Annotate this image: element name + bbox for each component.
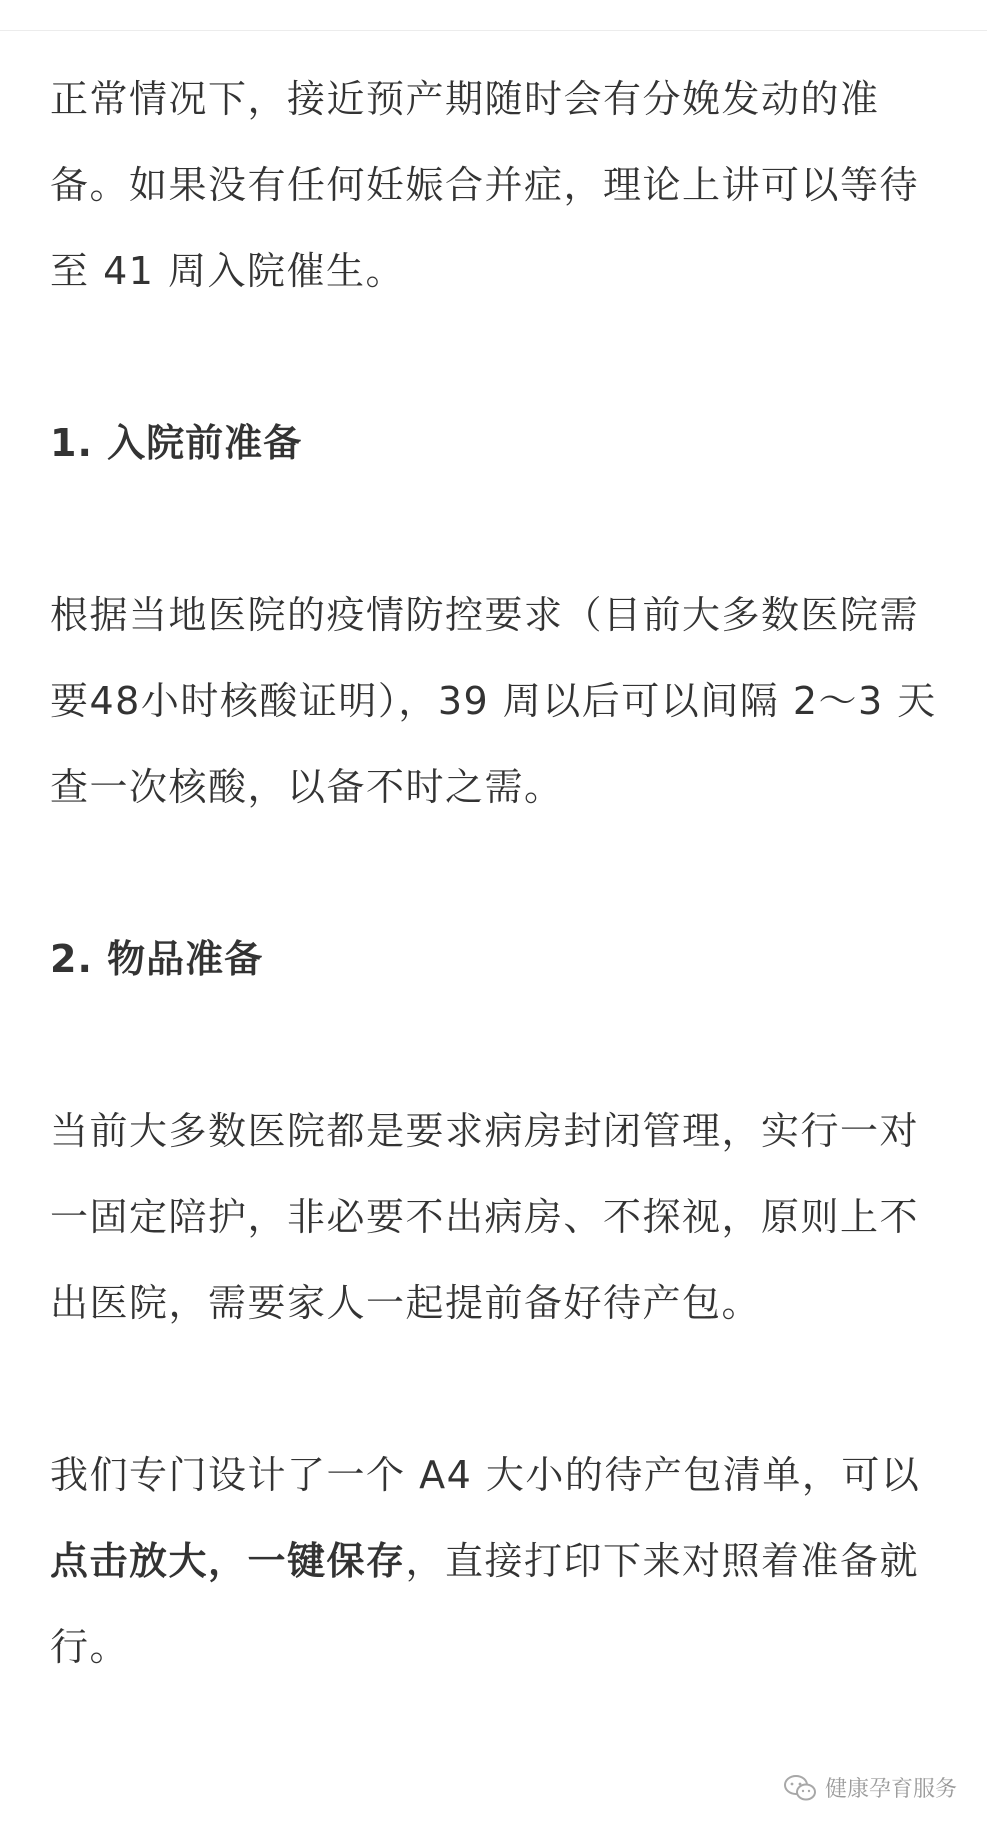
- watermark-text: 健康孕育服务: [824, 1777, 957, 1802]
- paragraph-spacer: [50, 314, 950, 400]
- paragraph-spacer: [50, 1002, 950, 1088]
- paragraph-spacer: [50, 830, 950, 916]
- article-body: [50, 56, 950, 1690]
- watermark: [783, 1772, 957, 1803]
- top-divider: [0, 0, 987, 31]
- paragraph-due-date: 正常情况下，接近预产期随时会有分娩发动的准备。如果没有任何妊娠合并症，理论上讲可以等待至 41 周入院催生。: [50, 77, 920, 293]
- paragraph-checklist: [50, 1432, 950, 1690]
- paragraph-ward-management: 当前大多数医院都是要求病房封闭管理，实行一对一固定陪护，非必要不出病房、不探视，原则上不出医院，需要家人一起提前备好待产包。: [50, 1109, 920, 1325]
- heading-admission-prep: 1. 入院前准备: [50, 421, 303, 465]
- paragraph-spacer: [50, 486, 950, 572]
- paragraph-covid-test: 根据当地医院的疫情防控要求（目前大多数医院需要48小时核酸证明），39 周以后可以间隔 2～3 天查一次核酸，以备不时之需。: [50, 593, 937, 809]
- heading-items-prep: 2. 物品准备: [50, 937, 264, 981]
- paragraph-spacer: [50, 1346, 950, 1432]
- checklist-highlight: 点击放大，一键保存: [50, 1539, 406, 1583]
- checklist-text-end: ，直接打印下来对照着准备就行。: [50, 1539, 920, 1669]
- checklist-text-start: 我们专门设计了一个 A4 大小的待产包清单，可以: [50, 1453, 921, 1497]
- wechat-icon: [783, 1774, 817, 1802]
